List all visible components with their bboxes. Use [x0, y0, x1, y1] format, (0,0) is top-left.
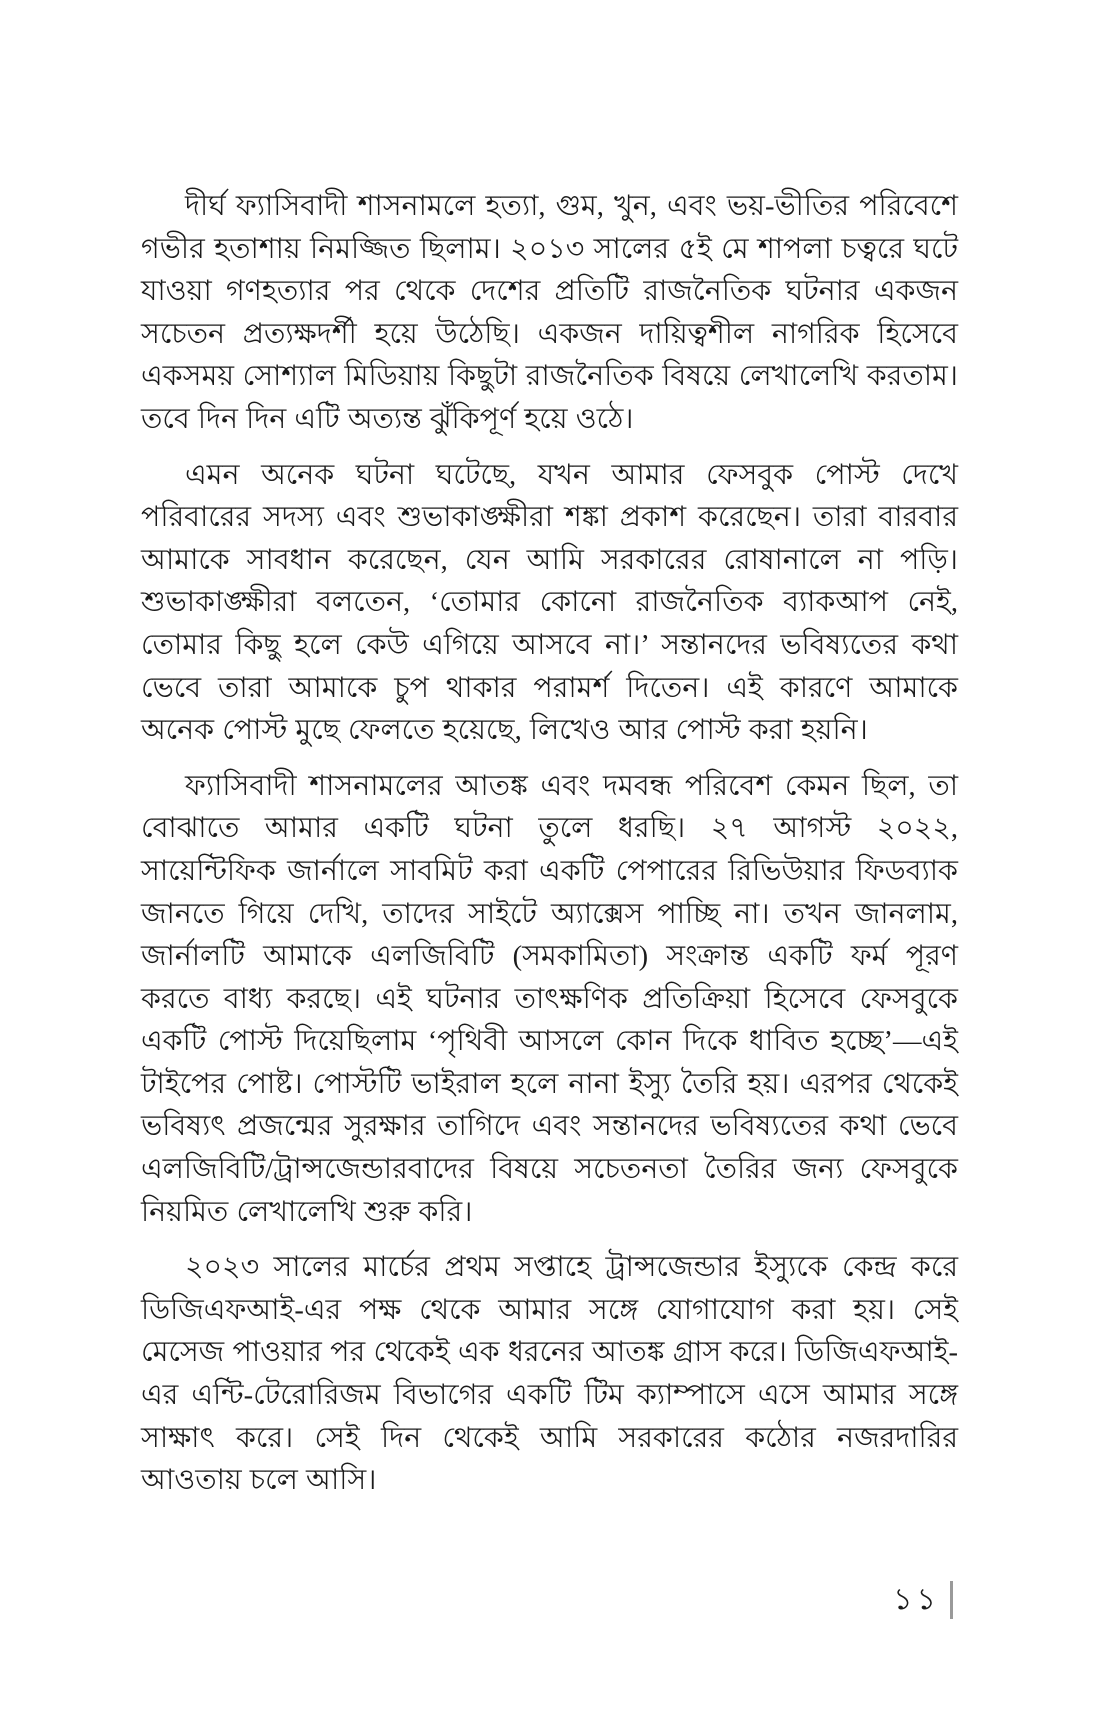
page-footer [141, 1578, 953, 1622]
page-number-divider [950, 1581, 953, 1619]
paragraph-2: এমন অনেক ঘটনা ঘটেছে, যখন আমার ফেসবুক পোস্ট দেখে পরিবারের সদস্য এবং শুভাকাঙ্ক্ষীরা শঙ্কা প্রকাশ করেছেন। তারা বারবার আমাকে সাবধান করেছেন, যেন আমি সরকারের রোষানালে না পড়ি। শুভাকাঙ্ক্ষীরা বলতেন, ‘তোমার কোনো রাজনৈতিক ব্যাকআপ নেই, তোমার কিছু হলে কেউ এগিয়ে আসবে না।’ সন্তানদের ভবিষ্যতের কথা ভেবে তারা আমাকে চুপ থাকার পরামর্শ দিতেন। এই কারণে আমাকে অনেক পোস্ট মুছে ফেলতে হয়েছে, লিখেও আর পোস্ট করা হয়নি। [141, 459, 958, 747]
paragraph-3: ফ্যাসিবাদী শাসনামলের আতঙ্ক এবং দমবন্ধ পরিবেশ কেমন ছিল, তা বোঝাতে আমার একটি ঘটনা তুলে ধরছি। ২৭ আগস্ট ২০২২, সায়েন্টিফিক জার্নালে সাবমিট করা একটি পেপারের রিভিউয়ার ফিডব্যাক জানতে গিয়ে দেখি, তাদের সাইটে অ্যাক্সেস পাচ্ছি না। তখন জানলাম, জার্নালটি আমাকে এলজিবিটি (সমকামিতা) সংক্রান্ত একটি ফর্ম পূরণ করতে বাধ্য করছে। এই ঘটনার তাৎক্ষণিক প্রতিক্রিয়া হিসেবে ফেসবুকে একটি পোস্ট দিয়েছিলাম ‘পৃথিবী আসলে কোন দিকে ধাবিত হচ্ছে’—এই টাইপের পোষ্ট। পোস্টটি ভাইরাল হলে নানা ইস্যু তৈরি হয়। এরপর থেকেই ভবিষ্যৎ প্রজন্মের সুরক্ষার তাগিদে এবং সন্তানদের ভবিষ্যতের কথা ভেবে এলজিবিটি/ট্রান্সজেন্ডারবাদের বিষয়ে সচেতনতা তৈরির জন্য ফেসবুকে নিয়মিত লেখালেখি শুরু করি। [141, 770, 958, 1228]
paragraph-4: ২০২৩ সালের মার্চের প্রথম সপ্তাহে ট্রান্সজেন্ডার ইস্যুকে কেন্দ্র করে ডিজিএফআই-এর পক্ষ থেকে আমার সঙ্গে যোগাযোগ করা হয়। সেই মেসেজ পাওয়ার পর থেকেই এক ধরনের আতঙ্ক গ্রাস করে। ডিজিএফআই-এর এন্টি-টেরোরিজম বিভাগের একটি টিম ক্যাম্পাসে এসে আমার সঙ্গে সাক্ষাৎ করে। সেই দিন থেকেই আমি সরকারের কঠোর নজরদারির আওতায় চলে আসি। [141, 1252, 958, 1497]
paragraph-1: দীর্ঘ ফ্যাসিবাদী শাসনামলে হত্যা, গুম, খুন, এবং ভয়-ভীতির পরিবেশে গভীর হতাশায় নিমজ্জিত ছিলাম। ২০১৩ সালের ৫ই মে শাপলা চত্বরে ঘটে যাওয়া গণহত্যার পর থেকে দেশের প্রতিটি রাজনৈতিক ঘটনার একজন সচেতন প্রত্যক্ষদর্শী হয়ে উঠেছি। একজন দায়িত্বশীল নাগরিক হিসেবে একসময় সোশ্যাল মিডিয়ায় কিছুটা রাজনৈতিক বিষয়ে লেখালেখি করতাম। তবে দিন দিন এটি অত্যন্ত ঝুঁকিপূর্ণ হয়ে ওঠে। [141, 191, 958, 435]
page-number: ১১ [893, 1583, 940, 1616]
body-text [141, 186, 958, 1516]
